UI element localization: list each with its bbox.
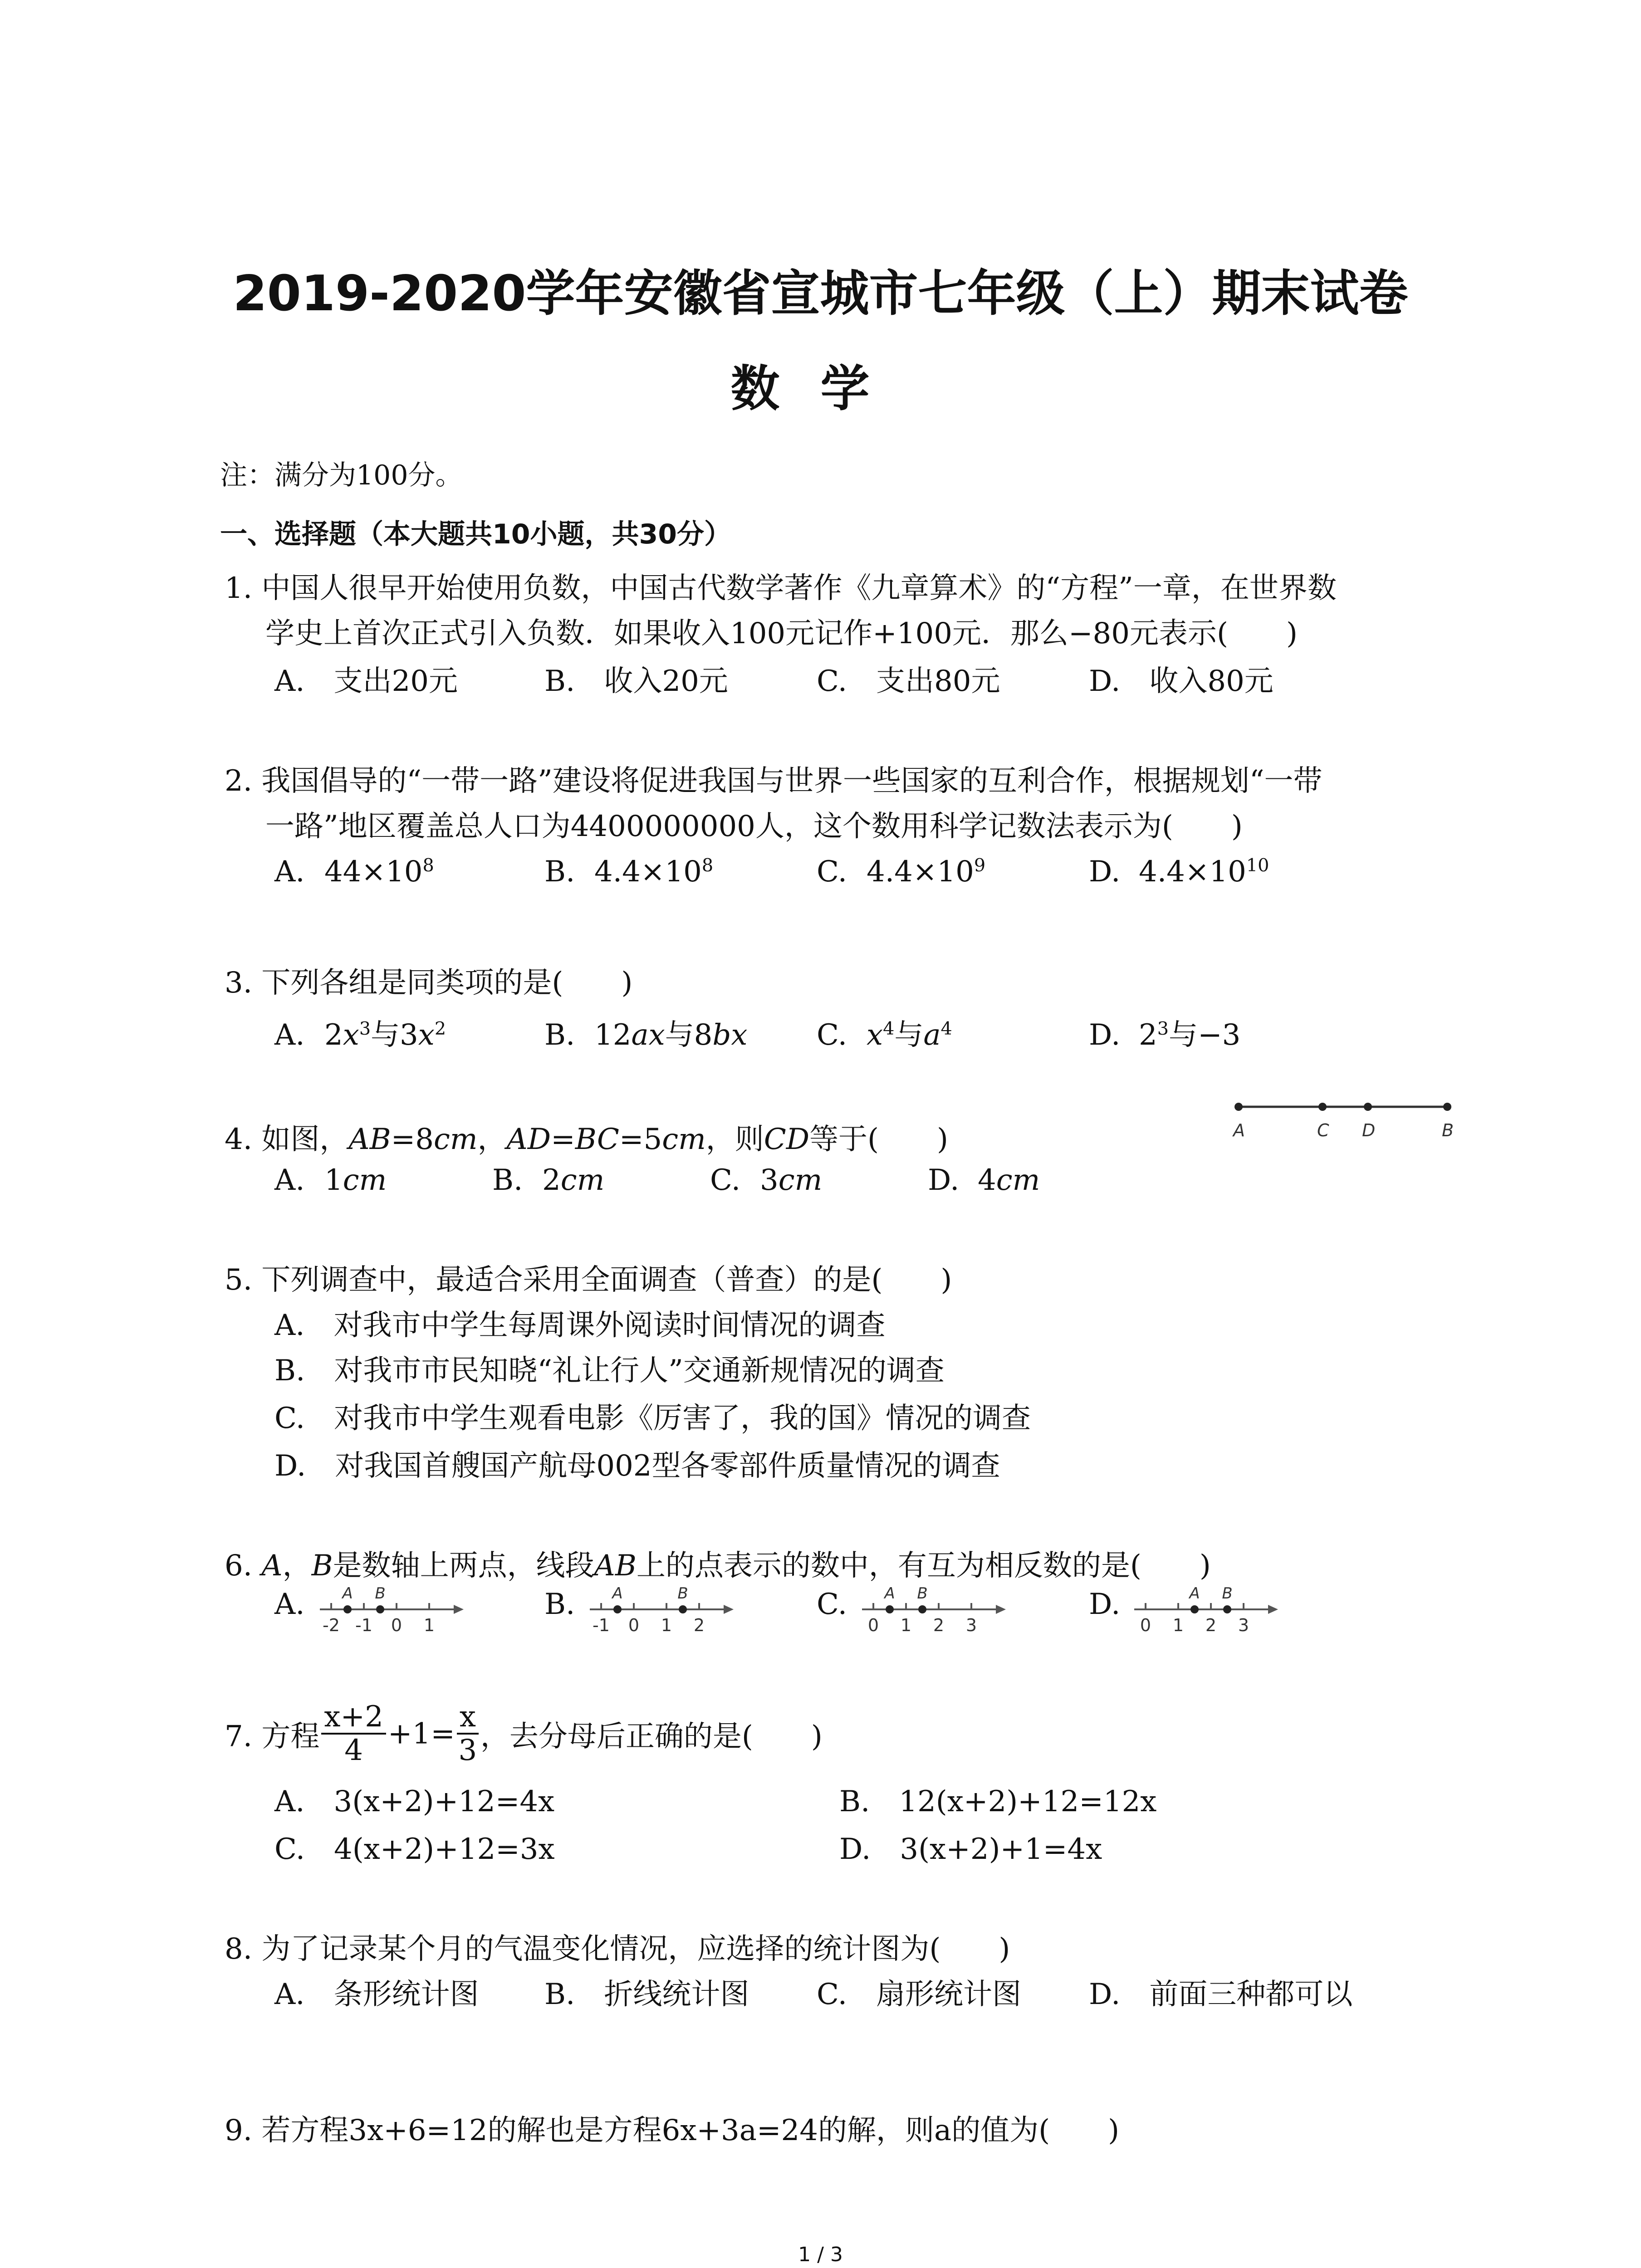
option-7d: D. 3(x+2)+1=4x bbox=[839, 1833, 1102, 1866]
question-9-text: 9. 若方程3x+6=12的解也是方程6x+3a=24的解，则a的值为( ) bbox=[225, 2114, 1120, 2147]
question-1-line1: 1. 中国人很早开始使用负数，中国古代数学著作《九章算术》的“方程”一章，在世界数 bbox=[225, 572, 1337, 605]
question-5-text: 5. 下列调查中，最适合采用全面调查（普查）的是( ) bbox=[225, 1263, 952, 1297]
point-a-label: A bbox=[1233, 1120, 1245, 1140]
option-4a: A. 1cm bbox=[274, 1163, 387, 1197]
option-2d: D. $4.4\times 10^{10}$ bbox=[1089, 855, 1269, 889]
option-5b: B. 对我市市民知晓“礼让行人”交通新规情况的调查 bbox=[274, 1354, 945, 1388]
axis-arrow bbox=[1268, 1605, 1278, 1614]
option-8b: B. 折线统计图 bbox=[544, 1978, 749, 2011]
point-a-label: A bbox=[342, 1584, 353, 1603]
page-subtitle: 数学 bbox=[730, 361, 911, 417]
option-3d: D. $2^3$与−3 bbox=[1089, 1018, 1241, 1052]
option-4b: B. 2cm bbox=[492, 1163, 605, 1197]
option-8a: A. 条形统计图 bbox=[274, 1978, 479, 2011]
point-b-label: B bbox=[1222, 1584, 1233, 1603]
tick-label: 3 bbox=[965, 1615, 977, 1635]
tick-label: 1 bbox=[900, 1615, 912, 1635]
option-8d: D. 前面三种都可以 bbox=[1089, 1978, 1353, 2011]
question-2-line2: 一路”地区覆盖总人口为4400000000人，这个数用科学记数法表示为( ) bbox=[265, 810, 1243, 843]
point-b-label: B bbox=[1442, 1120, 1454, 1140]
point-a-dot bbox=[886, 1605, 894, 1613]
tick-label: 1 bbox=[661, 1615, 672, 1635]
option-1d: D. 收入80元 bbox=[1089, 665, 1274, 698]
tick-label: -1 bbox=[355, 1615, 372, 1635]
option-5d: D. 对我国首艘国产航母002型各零部件质量情况的调查 bbox=[274, 1449, 1000, 1483]
option-7b: B. 12(x+2)+12=12x bbox=[839, 1785, 1157, 1818]
tick-label: 2 bbox=[1205, 1615, 1217, 1635]
option-6b-label: B. bbox=[544, 1588, 575, 1621]
question-7-text: 7. 方程 $\frac{x+2}{4}$ +1= $\frac{x}{3}$ ，去分母后正确的是( ) bbox=[225, 1700, 823, 1768]
page-number: 1 / 3 bbox=[798, 2243, 843, 2266]
option-6a-label: A. bbox=[274, 1588, 305, 1621]
question-2-line1: 2. 我国倡导的“一带一路”建设将促进我国与世界一些国家的互利合作，根据规划“一带 bbox=[225, 764, 1323, 798]
point-c-dot bbox=[1318, 1103, 1327, 1111]
point-b-dot bbox=[1223, 1605, 1231, 1613]
question-8-text: 8. 为了记录某个月的气温变化情况，应选择的统计图为( ) bbox=[225, 1932, 1010, 1966]
option-3c: C. $x^4$与$a^4$ bbox=[817, 1018, 952, 1052]
axis-arrow bbox=[454, 1605, 464, 1614]
number-line-b bbox=[588, 1574, 737, 1647]
tick-label: 0 bbox=[628, 1615, 640, 1635]
option-3a: A. $2x^3$与$3x^2$ bbox=[274, 1018, 446, 1052]
section-heading: 一、选择题（本大题共10小题，共30分） bbox=[220, 518, 731, 550]
option-7c: C. 4(x+2)+12=3x bbox=[274, 1833, 555, 1866]
question-4-text: 4. 如图，AB=8cm，AD=BC=5cm，则CD等于( ) bbox=[225, 1123, 948, 1156]
point-c-label: C bbox=[1317, 1120, 1329, 1140]
point-b-dot bbox=[1443, 1103, 1451, 1111]
point-b-dot bbox=[918, 1605, 926, 1613]
option-4d: D. 4cm bbox=[928, 1163, 1040, 1197]
tick-label: -1 bbox=[593, 1615, 610, 1635]
point-a-dot bbox=[1190, 1605, 1199, 1613]
point-b-label: B bbox=[917, 1584, 928, 1603]
number-line-d bbox=[1132, 1574, 1282, 1647]
point-a-dot bbox=[343, 1605, 352, 1613]
tick-label: -2 bbox=[323, 1615, 340, 1635]
point-a-dot bbox=[1234, 1103, 1243, 1111]
axis-arrow bbox=[724, 1605, 734, 1614]
option-2a: A. $44\times 10^8$ bbox=[274, 855, 434, 889]
fraction-1: $\frac{x+2}{4}$ bbox=[321, 1701, 386, 1767]
tick-label: 3 bbox=[1238, 1615, 1249, 1635]
tick-label: 0 bbox=[1140, 1615, 1151, 1635]
option-6c-label: C. bbox=[817, 1588, 847, 1621]
question-1-line2: 学史上首次正式引入负数．如果收入100元记作+100元．那么−80元表示( ) bbox=[265, 617, 1298, 650]
tick-label: 0 bbox=[391, 1615, 402, 1635]
option-5a: A. 对我市中学生每周课外阅读时间情况的调查 bbox=[274, 1309, 886, 1342]
tick-label: 1 bbox=[1172, 1615, 1184, 1635]
fraction-2: $\frac{x}{3}$ bbox=[457, 1701, 479, 1767]
option-2b: B. $4.4\times 10^8$ bbox=[544, 855, 714, 889]
option-7a: A. 3(x+2)+12=4x bbox=[274, 1785, 555, 1818]
option-3b: B. 12ax与8bx bbox=[544, 1018, 748, 1052]
option-6d-label: D. bbox=[1089, 1588, 1121, 1621]
option-1b: B. 收入20元 bbox=[544, 665, 728, 698]
option-4c: C. 3cm bbox=[710, 1163, 823, 1197]
point-b-dot bbox=[679, 1605, 687, 1613]
segment-figure bbox=[1225, 1093, 1461, 1143]
point-b-label: B bbox=[677, 1584, 688, 1603]
point-d-label: D bbox=[1362, 1120, 1376, 1140]
option-1a: A. 支出20元 bbox=[274, 665, 458, 698]
tick-label: 2 bbox=[693, 1615, 705, 1635]
page-title: 2019-2020学年安徽省宣城市七年级（上）期末试卷 bbox=[233, 265, 1408, 322]
tick-label: 2 bbox=[933, 1615, 945, 1635]
point-a-label: A bbox=[884, 1584, 895, 1603]
point-a-label: A bbox=[1189, 1584, 1200, 1603]
point-a-dot bbox=[613, 1605, 622, 1613]
number-line-c bbox=[860, 1574, 1009, 1647]
option-5c: C. 对我市中学生观看电影《厉害了，我的国》情况的调查 bbox=[274, 1402, 1031, 1435]
axis-arrow bbox=[996, 1605, 1006, 1614]
score-note: 注：满分为100分。 bbox=[220, 459, 463, 491]
point-a-label: A bbox=[612, 1584, 623, 1603]
point-d-dot bbox=[1364, 1103, 1372, 1111]
option-8c: C. 扇形统计图 bbox=[817, 1978, 1022, 2011]
question-3-text: 3. 下列各组是同类项的是( ) bbox=[225, 966, 633, 1000]
point-b-dot bbox=[376, 1605, 384, 1613]
tick-label: 0 bbox=[867, 1615, 879, 1635]
number-line-a bbox=[318, 1574, 467, 1647]
option-1c: C. 支出80元 bbox=[817, 665, 1000, 698]
tick-label: 1 bbox=[423, 1615, 435, 1635]
question-6-text: 6. A，B是数轴上两点，线段AB上的点表示的数中，有互为相反数的是( ) bbox=[225, 1549, 1211, 1583]
option-2c: C. $4.4\times 10^9$ bbox=[817, 855, 986, 889]
point-b-label: B bbox=[375, 1584, 386, 1603]
